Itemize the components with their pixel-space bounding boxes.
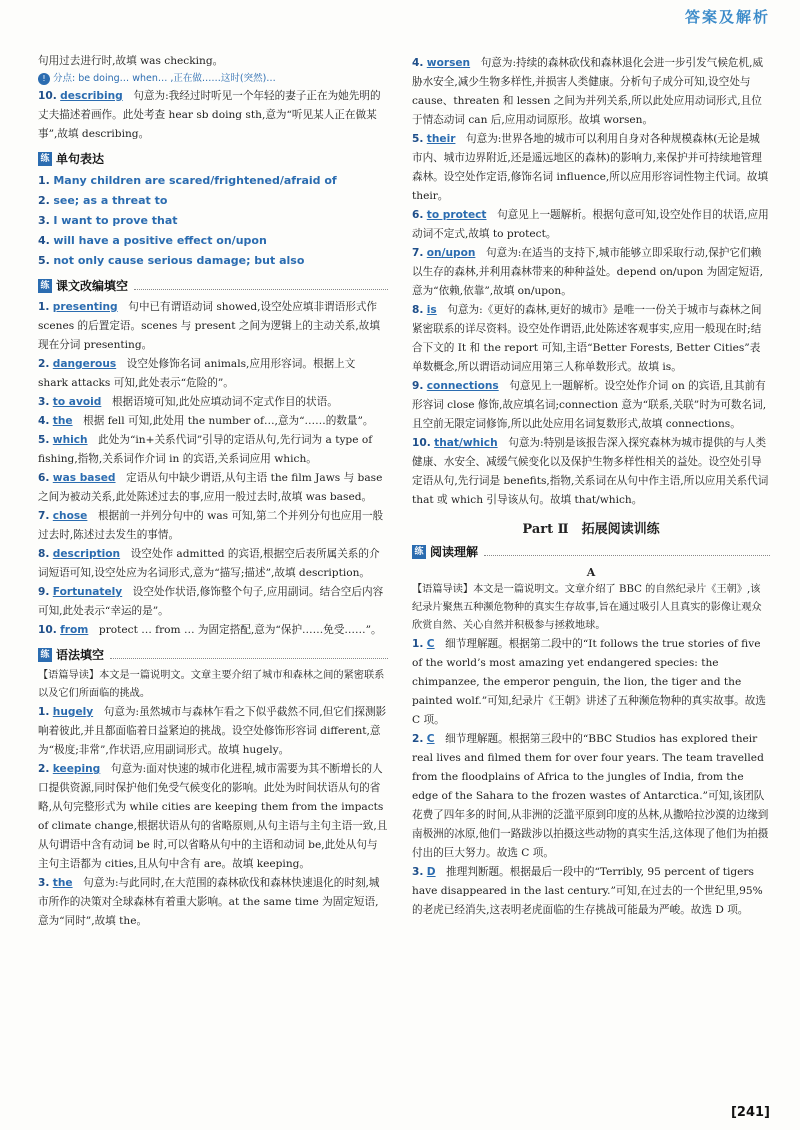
item-number: 3. — [38, 877, 50, 889]
intro-note-text: 分点: be doing… when… ,正在做……这时(突然)… — [53, 73, 276, 84]
part-title: Part Ⅱ 拓展阅读训练 — [522, 522, 660, 537]
item-text: 句意为:与此同时,在大范围的森林砍伐和森林快速退化的时刻,城市所作的决策对全球森林有着重大影响。at the same time 为固定短语,意为“同时”,故填 the。 — [38, 877, 380, 927]
item-answer: worsen — [426, 57, 471, 69]
fill-item — [38, 412, 388, 431]
item-number: 4. — [38, 415, 50, 427]
item-number: 2. — [412, 733, 424, 745]
fill-item — [38, 298, 388, 355]
reading-item — [412, 730, 770, 863]
fill-item — [38, 583, 388, 621]
passage-letter: A — [586, 566, 596, 579]
reading-item — [412, 863, 770, 920]
note-icon: ! — [38, 73, 50, 85]
item-answer: their — [426, 133, 456, 145]
fill-item — [38, 431, 388, 469]
grammar-item — [412, 130, 770, 206]
section-icon: 练 — [412, 545, 426, 559]
grammar-item — [412, 54, 770, 130]
page-number: [241] — [730, 1105, 770, 1120]
item-answer: Many children are scared/frightened/afraid of — [53, 174, 337, 187]
item-text: 句中已有谓语动词 showed,设空处应填非谓语形式作 scenes 的后置定语。scenes 与 present 之间为逻辑上的主动关系,故填现在分词 presenting。 — [38, 301, 380, 351]
item-number: 3. — [412, 866, 424, 878]
item-number: 2. — [38, 194, 50, 207]
grammar-item — [412, 434, 770, 510]
item-text: 根据语境可知,此处应填动词不定式作目的状语。 — [111, 396, 338, 408]
reading-guide: 【语篇导读】本文是一篇说明文。文章主要介绍了城市和森林之间的紧密联系以及它们所面临的挑战。 — [38, 670, 385, 699]
item-text: 句意为:面对快速的城市化进程,城市需要为其不断增长的人口提供资源,同时保护他们免受气候变化的影响。此处为时间状语从句的省略,从句完整形式为 while cities are keeping them from the impacts of climate change,根据状语从句的省略原则,从句主语与主句主语一致,且从句谓语中含有动词 be 时,可以省略从句中的主语和动词 be,此处从句与主句主语都为 cities,且从句中含有 are。故填 keeping。 — [38, 763, 388, 870]
item-answer: was based — [52, 472, 116, 484]
section-header-reading — [412, 543, 770, 560]
item-answer: presenting — [52, 301, 118, 313]
expression-item — [38, 191, 388, 211]
item-number: 6. — [38, 472, 50, 484]
grammar-item — [38, 703, 388, 760]
left-item-10 — [38, 87, 388, 144]
item-answer: see; as a threat to — [53, 194, 168, 207]
section-title: 单句表达 — [56, 152, 105, 166]
item-text: 设空处作状语,修饰整个句子,应用副词。结合空后内容可知,此处表示“幸运的是”。 — [38, 586, 384, 617]
expression-item — [38, 251, 388, 271]
section-icon: 练 — [38, 279, 52, 293]
item-answer: from — [60, 624, 89, 636]
item-number: 5. — [38, 434, 50, 446]
section-title: 阅读理解 — [430, 545, 479, 559]
item-answer: the — [52, 415, 73, 427]
item-answer: not only cause serious damage; but also — [53, 254, 305, 267]
item-text: 句意见上一题解析。设空处作介词 on 的宾语,且其前有形容词 close 修饰,故应填名词;connection 意为“联系,关联”时为可数名词,且空前无限定词修饰,所以此处应用名词复数形式,故填 connections。 — [412, 380, 767, 430]
item-answer: I want to prove that — [53, 214, 178, 227]
item-answer: to protect — [426, 209, 487, 221]
fill-item — [38, 545, 388, 583]
item-text: 句意为:虽然城市与森林乍看之下似乎截然不同,但它们探测影响着彼此,并且都面临着日益紧迫的挑战。设空处修饰形容词 different,意为“极度;非常”,作状语,应用副词形式。故填 hugely。 — [38, 706, 387, 756]
item-answer: will have a positive effect on/upon — [53, 234, 267, 247]
section-header-expression — [38, 150, 388, 167]
fill-item — [38, 507, 388, 545]
item-answer: on/upon — [426, 247, 476, 259]
section-divider — [110, 650, 388, 659]
item-answer: connections — [426, 380, 499, 392]
item-answer: to avoid — [52, 396, 102, 408]
item-text: 此处为“in+关系代词”引导的定语从句,先行词为 a type of fishing,指物,关系词作介词 in 的宾语,关系词应用 which。 — [38, 434, 373, 465]
item-answer: Fortunately — [52, 586, 123, 598]
item-text: 句意为:《更好的森林,更好的城市》是唯一一份关于城市与森林之间紧密联系的详尽资料。设空处作谓语,此处陈述客观事实,应用一般现在时;结合下文的 It 和 the report 可知,主语“Better Forests, Better Cities”表单数概念,所以谓语动词应用第三人称单数形式。故填 is。 — [412, 304, 762, 373]
expression-item — [38, 211, 388, 231]
item-answer: description — [52, 548, 121, 560]
item-answer: describing — [60, 90, 123, 102]
item-number: 3. — [38, 396, 50, 408]
intro-note — [38, 71, 388, 87]
item-number: 8. — [412, 304, 424, 316]
grammar-item — [412, 244, 770, 301]
item-answer: the — [52, 877, 73, 889]
item-number: 9. — [412, 380, 424, 392]
item-answer: is — [426, 304, 437, 316]
reading-guide: 【语篇导读】本文是一篇说明文。文章介绍了 BBC 的自然纪录片《王朝》,该纪录片聚焦五种濒危物种的真实生存故事,旨在通过吸引人且真实的影像让观众欣赏自然、关心自然并积极参与拯救地球。 — [412, 584, 762, 631]
grammar-item — [412, 301, 770, 377]
expression-item — [38, 231, 388, 251]
item-text: 细节理解题。根据第三段中的“BBC Studios has explored their real lives and filmed them for over four years. The team travelled from the floodplains of Africa to the jungles of India, from the edge of the Sahara to the frozen wastes of Antarctica.”可知,该团队花费了四年多的时间,从非洲的泛滥平原到印度的丛林,从撒哈拉沙漠的边缘到南极洲的冰原,他们一路跋涉以拍摄这些动物的真实生活,这体现了他们为拍摄付出的巨大努力。故选 C 项。 — [412, 733, 769, 859]
item-number: 7. — [412, 247, 424, 259]
item-number: 1. — [38, 706, 50, 718]
item-answer: dangerous — [52, 358, 117, 370]
item-answer: D — [426, 866, 436, 878]
item-text: 句意为:我经过时听见一个年轻的妻子正在为她先明的丈夫描述着画作。此处考查 hear sb doing sth,意为“听见某人正在做某事”,故填 describing。 — [38, 90, 381, 140]
item-number: 10. — [38, 90, 57, 102]
item-number: 5. — [412, 133, 424, 145]
section-title: 语法填空 — [56, 648, 105, 662]
item-number: 5. — [38, 254, 50, 267]
item-number: 10. — [38, 624, 57, 636]
fill-item — [38, 393, 388, 412]
item-number: 2. — [38, 763, 50, 775]
item-text: 句意为:世界各地的城市可以利用自身对各种规模森林(无论是城市内、城市边界附近,还是遥远地区的森林)的影响力,来保护并可持续地管理森林。设空处作定语,修饰名词 influence,所以应用形容词性物主代词。故填 their。 — [412, 133, 769, 202]
grammar-item — [412, 206, 770, 244]
left-column — [38, 52, 388, 931]
section-divider — [484, 547, 770, 556]
item-text: 句意为:在适当的支持下,城市能够立即采取行动,保护它们赖以生存的森林,并利用森林带来的种种益处。depend on/upon 为固定短语,意为“依赖,依靠”,故填 on/upon。 — [412, 247, 763, 297]
item-answer: that/which — [434, 437, 498, 449]
item-text: 根据 fell 可知,此处用 the number of…,意为“……的数量”。 — [83, 415, 374, 427]
section-divider — [134, 281, 388, 290]
item-text: 句意见上一题解析。根据句意可知,设空处作目的状语,应用动词不定式,故填 to protect。 — [412, 209, 769, 240]
item-number: 8. — [38, 548, 50, 560]
grammar-item — [38, 874, 388, 931]
item-number: 4. — [412, 57, 424, 69]
fill-item — [38, 621, 388, 640]
item-text: 句意为:特别是该报告深入探究森林为城市提供的与人类健康、水安全、减缓气候变化以及保护生物多样性相关的益处。设空处引导定语从句,先行词是 benefits,指物,关系词在从句中作主语,所以应用关系代词 that 或 which 引导该从句。故填 that/which。 — [412, 437, 769, 506]
reading-item — [412, 635, 770, 730]
item-number: 4. — [38, 234, 50, 247]
item-number: 6. — [412, 209, 424, 221]
section-header-grammar — [38, 646, 388, 663]
item-number: 2. — [38, 358, 50, 370]
item-text: 细节理解题。根据第二段中的“It follows the true stories of five of the world’s most amazing yet endangered species: the chimpanzee, the emperor penguin, the lion, the tiger and the painted wolf.”可知,纪录片《王朝》讲述了五种濒危物种的真实故事。故选 C 项。 — [412, 638, 766, 726]
section-title: 课文改编填空 — [56, 279, 129, 293]
item-answer: keeping — [52, 763, 101, 775]
item-text: 根据前一并列分句中的 was 可知,第二个并列分句也应用一般过去时,陈述过去发生的事情。 — [38, 510, 384, 541]
right-column — [412, 54, 770, 920]
item-number: 7. — [38, 510, 50, 522]
item-answer: which — [52, 434, 88, 446]
page-header-title: 答案及解析 — [684, 8, 770, 26]
intro-line: 句用过去进行时,故填 was checking。 — [38, 55, 224, 67]
item-text: 设空处修饰名词 animals,应用形容词。根据上文 shark attacks 可知,此处表示“危险的”。 — [38, 358, 356, 389]
item-number: 1. — [38, 301, 50, 313]
fill-item — [38, 469, 388, 507]
section-header-fill — [38, 277, 388, 294]
section-icon: 练 — [38, 152, 52, 166]
item-answer: hugely — [52, 706, 94, 718]
item-text: 推理判断题。根据最后一段中的“Terribly, 95 percent of tigers have disappeared in the last century.”可知,在过去的一个世纪里,95%的老虎已经消失,这表明老虎面临的生存挑战可能最为严峻。故选 D 项。 — [412, 866, 763, 916]
item-number: 3. — [38, 214, 50, 227]
grammar-item — [38, 760, 388, 874]
item-number: 10. — [412, 437, 431, 449]
item-answer: C — [426, 733, 435, 745]
item-text: 句意为:持续的森林砍伐和森林退化会进一步引发气候危机,威胁水安全,减少生物多样性,并损害人类健康。分析句子成分可知,设空处与 cause、threaten 和 lessen 之间为并列关系,所以此处应用动词形式,且位于情态动词 can 后,应用动词原形。故填 worsen。 — [412, 57, 764, 126]
item-answer: C — [426, 638, 435, 650]
item-answer: chose — [52, 510, 88, 522]
item-text: 定语从句中缺少谓语,从句主语 the film Jaws 与 base 之间为被动关系,此处陈述过去的事,应用一般过去时,故填 was based。 — [38, 472, 383, 503]
expression-item — [38, 171, 388, 191]
grammar-item — [412, 377, 770, 434]
item-number: 1. — [412, 638, 424, 650]
item-text: protect … from … 为固定搭配,意为“保护……免受……”。 — [98, 624, 382, 636]
fill-item — [38, 355, 388, 393]
item-number: 9. — [38, 586, 50, 598]
item-number: 1. — [38, 174, 50, 187]
section-icon: 练 — [38, 648, 52, 662]
item-text: 设空处作 admitted 的宾语,根据空后表所属关系的介词短语可知,设空处应为名词形式,意为“描写;描述”,故填 description。 — [38, 548, 380, 579]
